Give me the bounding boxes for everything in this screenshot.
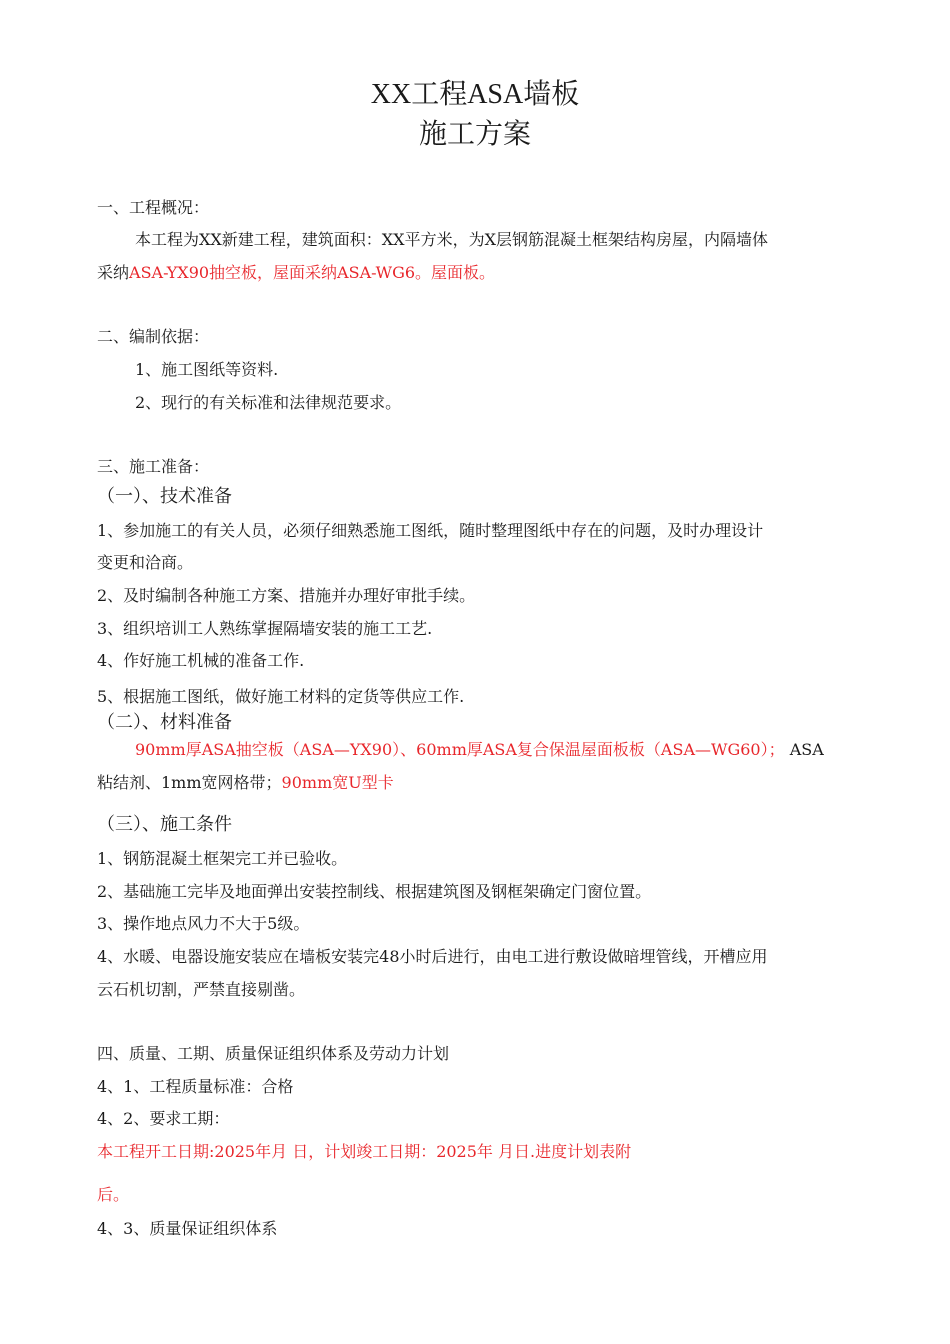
condition-item-3: 3、操作地点风力不大于5级。	[97, 914, 310, 933]
condition-item-4-line-2: 云石机切割，严禁直接剔凿。	[97, 980, 306, 999]
overview-paragraph-line-1: 本工程为XX新建工程，建筑面积：XX平方米，为X层钢筋混凝土框架结构房屋，内隔墙体	[135, 230, 768, 249]
tech-item-4: 4、作好施工机械的准备工作.	[97, 651, 305, 670]
overview-text-black: 采纳	[97, 263, 130, 282]
subsection-technical-prep: （一）、技术准备	[97, 486, 232, 507]
quality-item-2: 4、2、要求工期：	[97, 1109, 230, 1128]
schedule-line-1: 本工程开工日期:2025年月 日，计划竣工日期：2025年 月日.进度计划表附	[97, 1142, 632, 1161]
materials-line-1	[135, 740, 824, 760]
tech-item-5: 5、根据施工图纸，做好施工材料的定货等供应工作.	[97, 687, 465, 706]
tech-item-1-line-2: 变更和洽商。	[97, 553, 194, 572]
subsection-construction-conditions: （三）、施工条件	[97, 814, 232, 835]
document-subtitle: 施工方案	[418, 119, 531, 150]
materials-text-highlight: 90mm厚ASA抽空板（ASA—YX90）、60mm厚ASA复合保温屋面板板（ASA—WG60）；	[135, 740, 785, 759]
document-title: XX工程ASA墙板	[370, 79, 580, 110]
overview-text-highlight: ASA-YX90抽空板，屋面采纳ASA-WG6。屋面板。	[129, 263, 496, 282]
materials-line-2	[97, 773, 394, 793]
section-3-heading: 三、施工准备：	[97, 457, 210, 476]
tech-item-1-line-1: 1、参加施工的有关人员，必须仔细熟悉施工图纸，随时整理图纸中存在的问题，及时办理设计	[97, 521, 764, 540]
basis-item-2: 2、现行的有关标准和法律规范要求。	[135, 393, 402, 412]
schedule-line-2: 后。	[97, 1185, 130, 1204]
condition-item-4-line-1: 4、水暖、电器设施安装应在墙板安装完48小时后进行，由电工进行敷设做暗埋管线，开槽应用	[97, 947, 768, 966]
quality-item-1: 4、1、工程质量标准：合格	[97, 1077, 294, 1096]
condition-item-2: 2、基础施工完毕及地面弹出安装控制线、根据建筑图及钢框架确定门窗位置。	[97, 882, 652, 901]
subsection-material-prep: （二）、材料准备	[97, 712, 232, 733]
tech-item-3: 3、组织培训工人熟练掌握隔墙安装的施工工艺.	[97, 619, 433, 638]
overview-paragraph-line-2	[97, 263, 495, 283]
section-4-heading: 四、质量、工期、质量保证组织体系及劳动力计划	[97, 1044, 450, 1063]
materials-text-black-2: 粘结剂、1mm宽网格带；	[97, 773, 282, 792]
tech-item-2: 2、及时编制各种施工方案、措施并办理好审批手续。	[97, 586, 476, 605]
condition-item-1: 1、钢筋混凝土框架完工并已验收。	[97, 849, 348, 868]
materials-text-highlight-2: 90mm宽U型卡	[281, 773, 394, 792]
materials-text-black: ASA	[789, 740, 824, 759]
quality-item-3: 4、3、质量保证组织体系	[97, 1219, 278, 1238]
basis-item-1: 1、施工图纸等资料.	[135, 360, 279, 379]
section-1-heading: 一、工程概况：	[97, 198, 210, 217]
section-2-heading: 二、编制依据：	[97, 327, 210, 346]
